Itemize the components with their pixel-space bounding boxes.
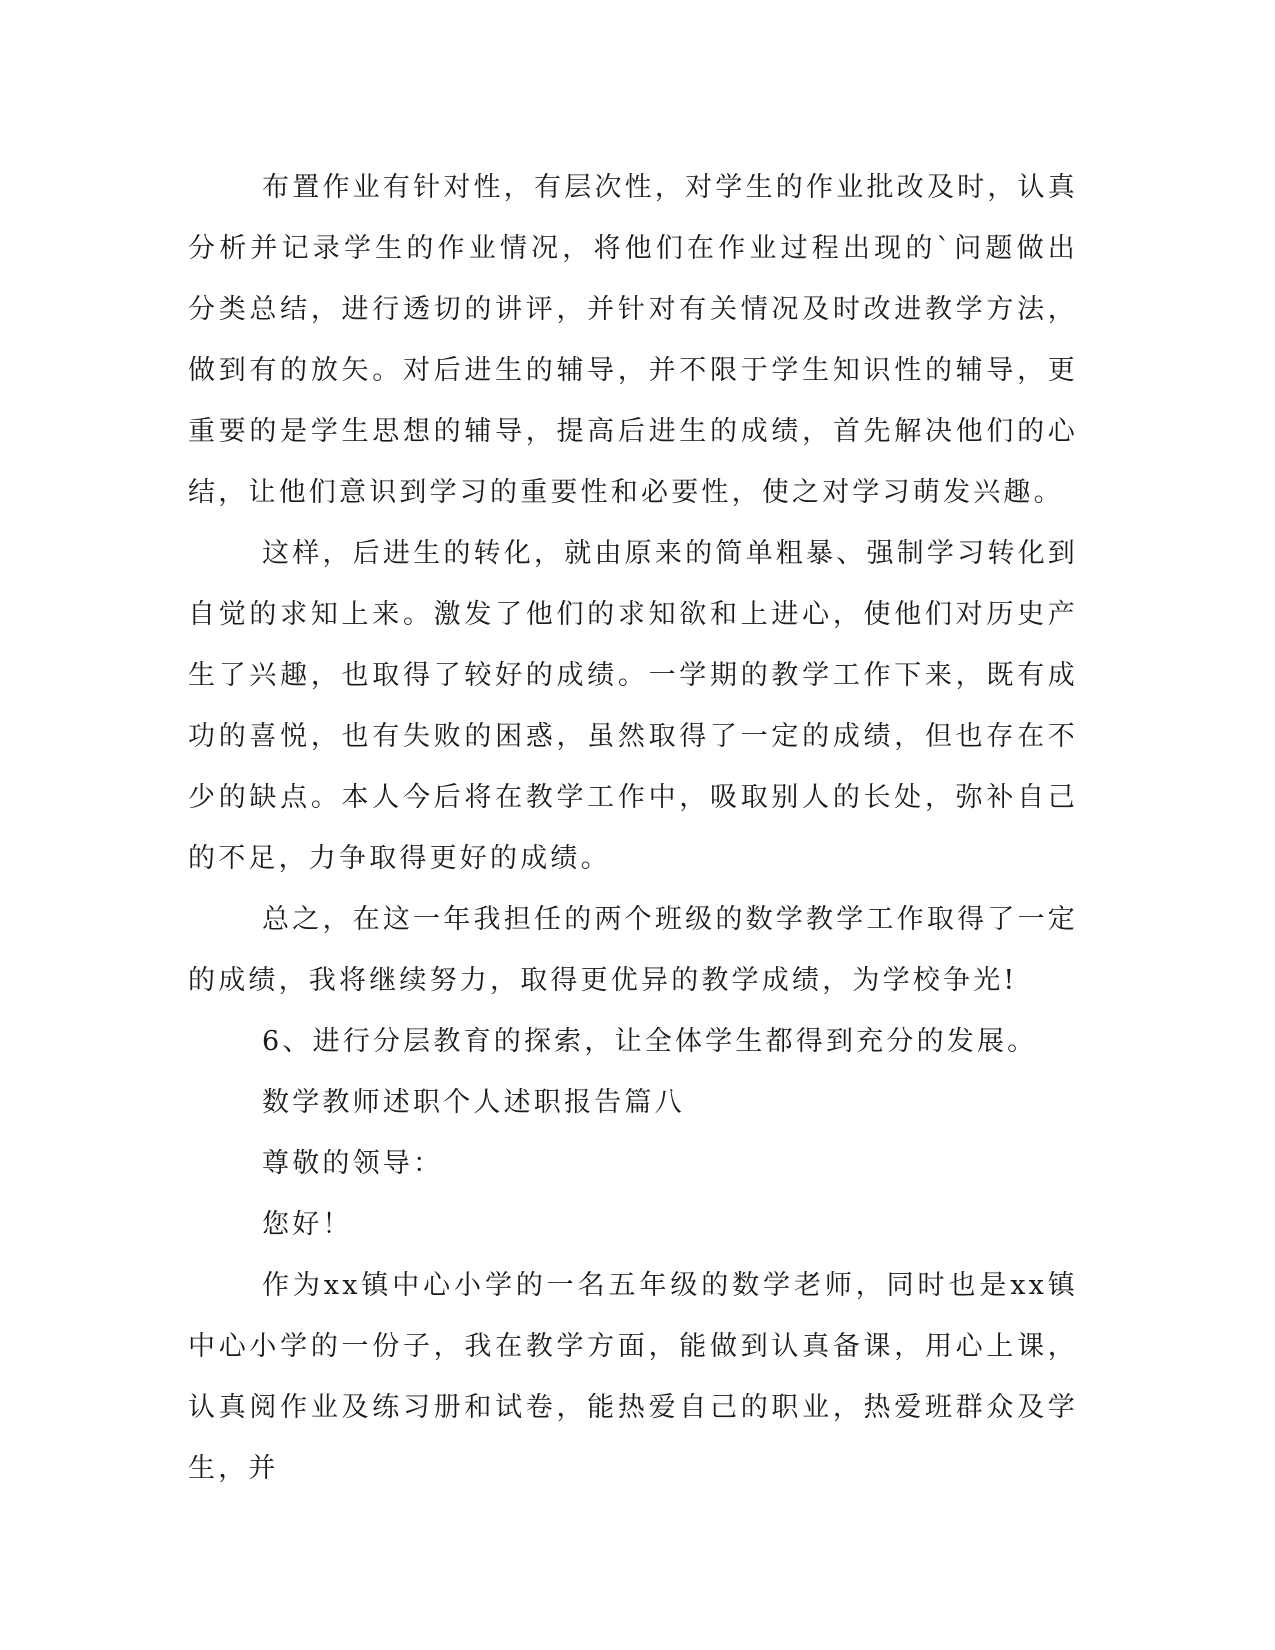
- paragraph-introduction: 作为xx镇中心小学的一名五年级的数学老师，同时也是xx镇中心小学的一份子，我在教学方面，能做到认真备课，用心上课，认真阅作业及练习册和试卷，能热爱自己的职业，热爱班群众及学生，并: [188, 1270, 1078, 1484]
- section-heading: 数学教师述职个人述职报告篇八: [262, 1087, 685, 1118]
- document-body: [188, 157, 1078, 1499]
- paragraph-homework: 布置作业有针对性，有层次性，对学生的作业批改及时，认真分析并记录学生的作业情况，将他们在作业过程出现的`问题做出分类总结，进行透切的讲评，并针对有关情况及时改进教学方法，做到有的放矢。对后进生的辅导，并不限于学生知识性的辅导，更重要的是学生思想的辅导，提高后进生的成绩，首先解决他们的心结，让他们意识到学习的重要性和必要性，使之对学习萌发兴趣。: [188, 172, 1078, 508]
- paragraph-slow-learners: 这样，后进生的转化，就由原来的简单粗暴、强制学习转化到自觉的求知上来。激发了他们的求知欲和上进心，使他们对历史产生了兴趣，也取得了较好的成绩。一学期的教学工作下来，既有成功的喜悦，也有失败的困惑，虽然取得了一定的成绩，但也存在不少的缺点。本人今后将在教学工作中，吸取别人的长处，弥补自己的不足，力争取得更好的成绩。: [188, 538, 1078, 874]
- paragraph-summary: 总之，在这一年我担任的两个班级的数学教学工作取得了一定的成绩，我将继续努力，取得更优异的教学成绩，为学校争光!: [188, 904, 1078, 996]
- paragraph-item-6: 6、进行分层教育的探索，让全体学生都得到充分的发展。: [262, 1026, 1038, 1057]
- salutation: 尊敬的领导：: [262, 1148, 444, 1179]
- greeting: 您好！: [262, 1209, 353, 1240]
